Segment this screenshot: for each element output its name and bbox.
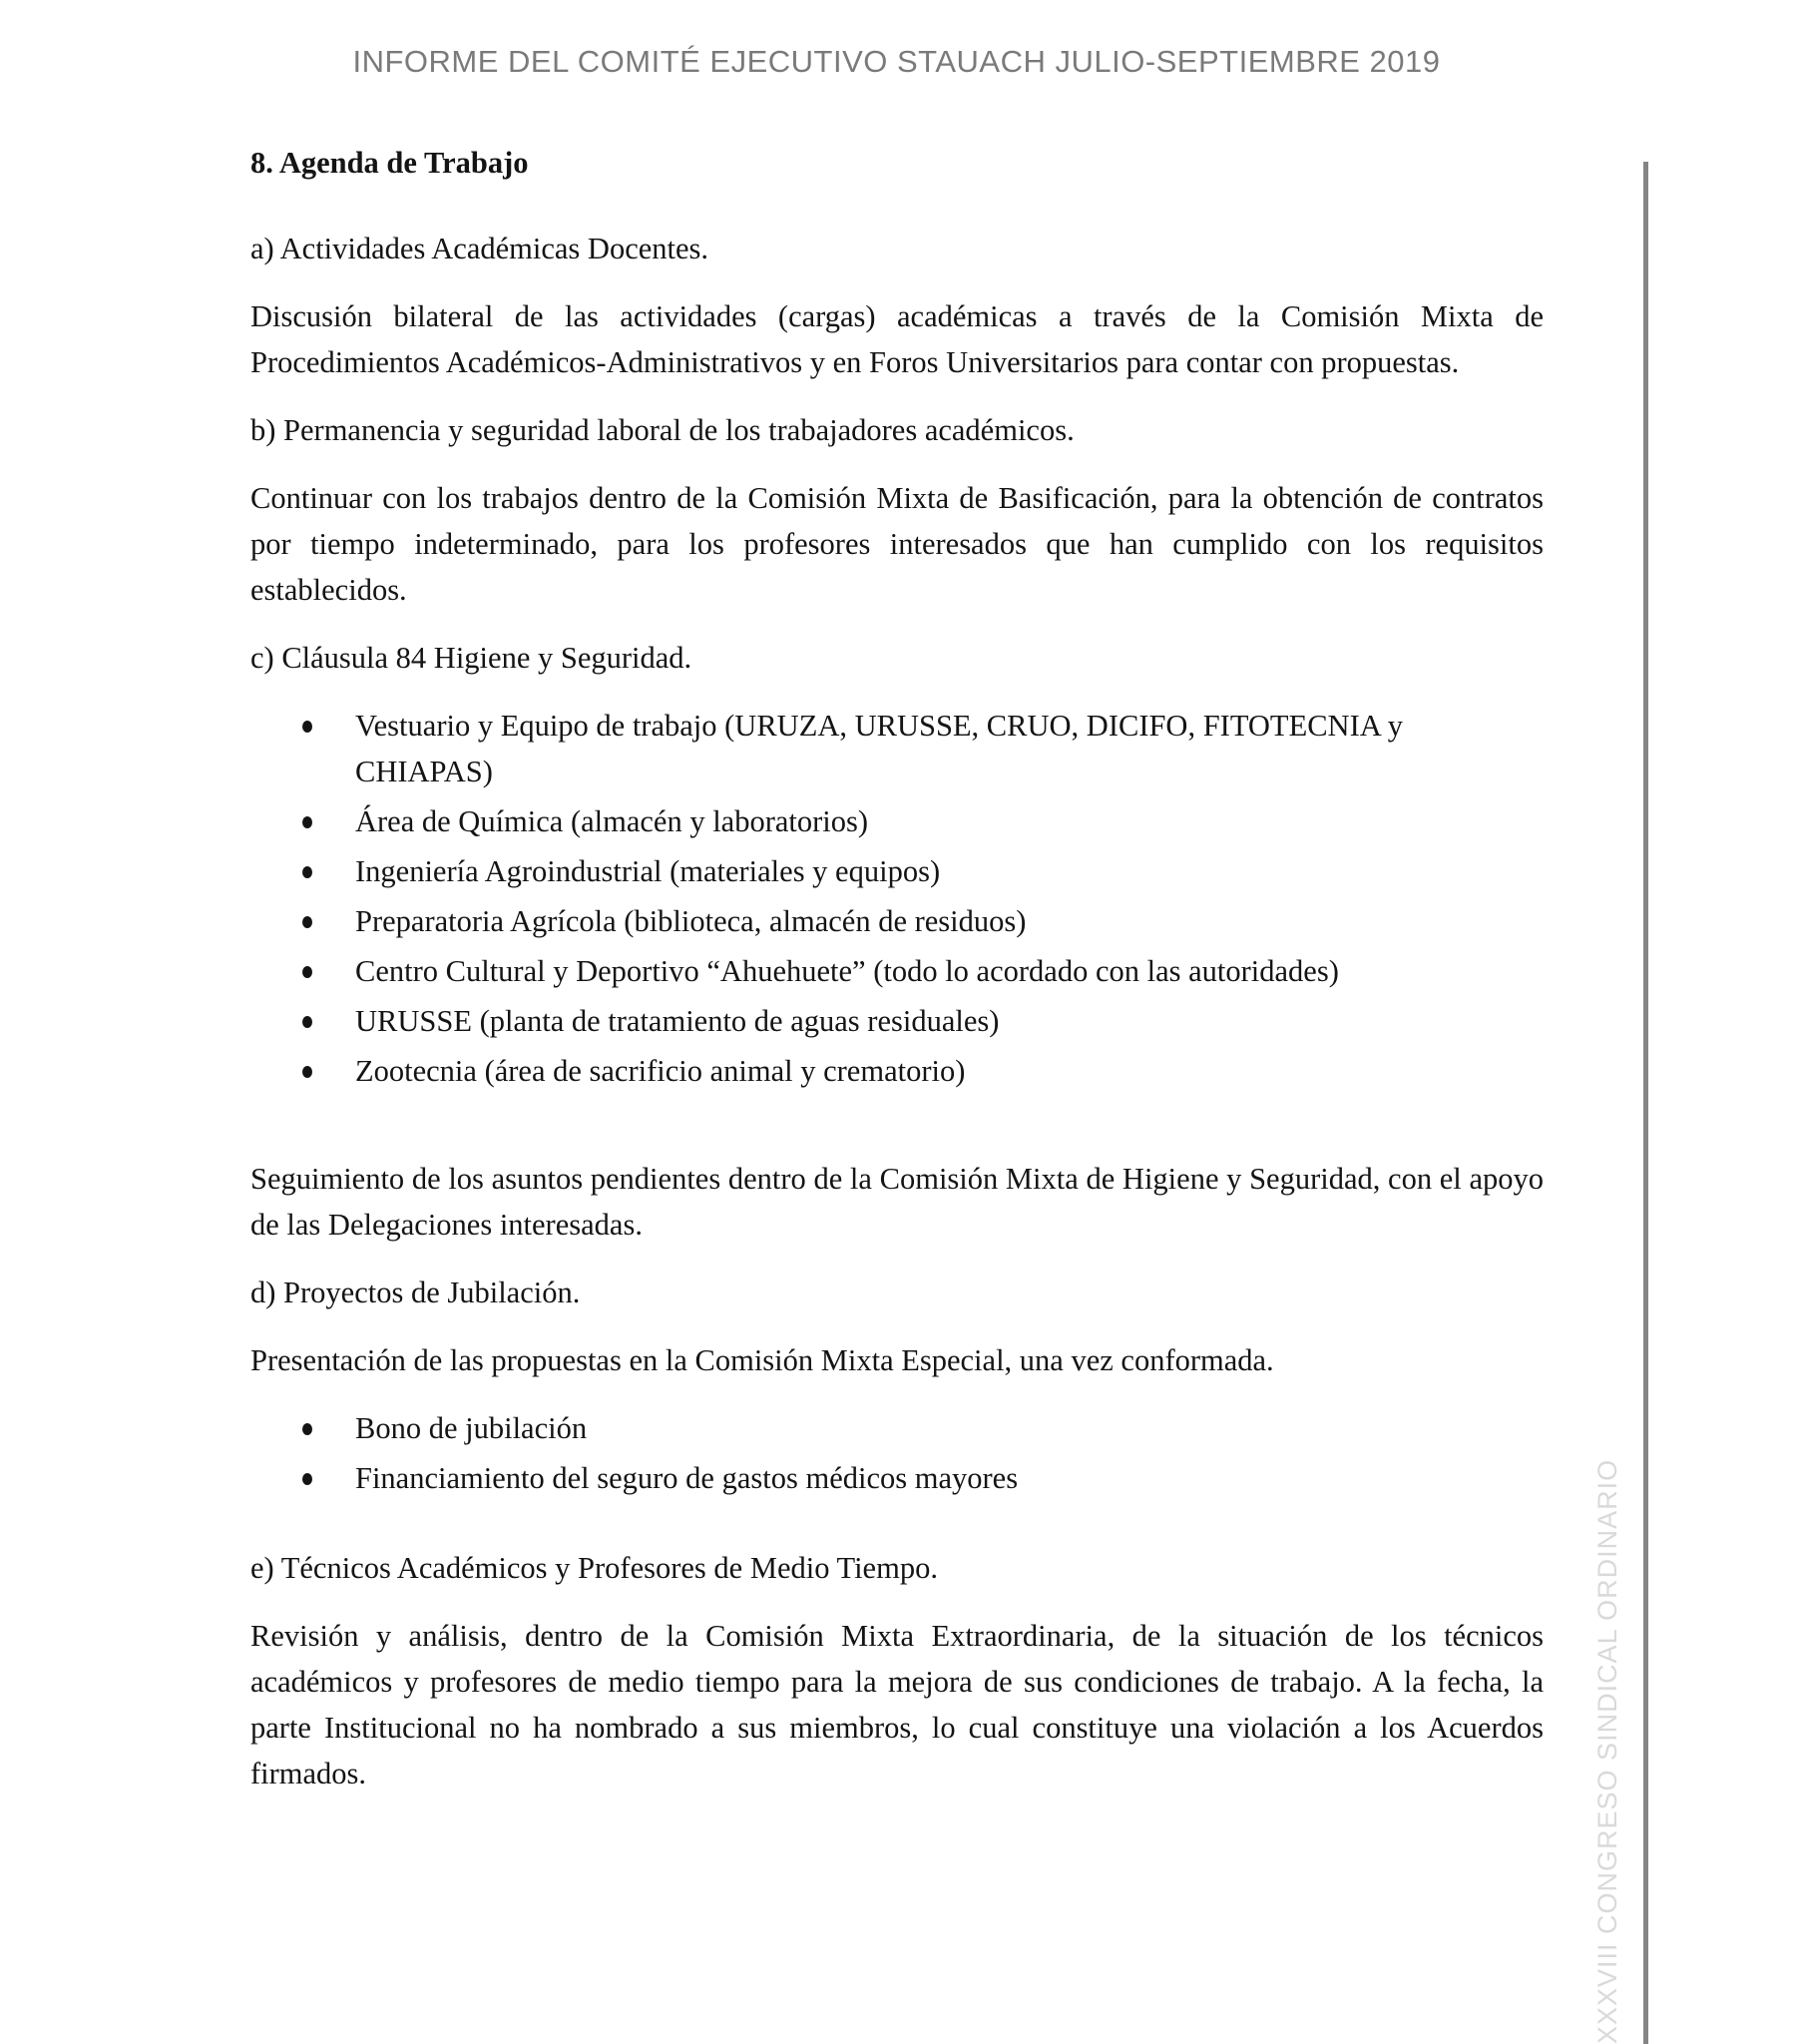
list-item: Ingeniería Agroindustrial (materiales y equipos) [250, 848, 1544, 894]
list-item: URUSSE (planta de tratamiento de aguas residuales) [250, 998, 1544, 1044]
list-item: Vestuario y Equipo de trabajo (URUZA, URUSSE, CRUO, DICIFO, FITOTECNIA y CHIAPAS) [250, 703, 1544, 794]
subsection-paragraph-c: Seguimiento de los asuntos pendientes dentro de la Comisión Mixta de Higiene y Seguridad, con el apoyo de las Delegaciones interesadas. [250, 1162, 1544, 1242]
bullet-icon [302, 1423, 312, 1435]
list-item: Bono de jubilación [250, 1405, 1544, 1451]
list-item: Preparatoria Agrícola (biblioteca, almacén de residuos) [250, 898, 1544, 944]
bullet-icon [302, 866, 312, 878]
bullet-list-d [250, 1405, 1544, 1501]
bullet-icon [302, 966, 312, 978]
subsection-heading-e: e) Técnicos Académicos y Profesores de Medio Tiempo. [250, 1551, 938, 1585]
subsection-heading-a: a) Actividades Académicas Docentes. [250, 232, 709, 265]
section-title: 8. Agenda de Trabajo [250, 146, 529, 180]
bullet-icon [302, 1473, 312, 1485]
list-item: Centro Cultural y Deportivo “Ahuehuete” (todo lo acordado con las autoridades) [250, 948, 1544, 994]
document-body [250, 140, 1544, 1818]
bullet-icon [302, 1066, 312, 1078]
subsection-heading-d: d) Proyectos de Jubilación. [250, 1276, 581, 1309]
side-rule-divider [1643, 162, 1648, 2044]
bullet-list-c [250, 703, 1544, 1094]
bullet-icon [302, 721, 312, 733]
list-item: Financiamiento del seguro de gastos médicos mayores [250, 1455, 1544, 1501]
list-item: Área de Química (almacén y laboratorios) [250, 798, 1544, 844]
subsection-paragraph-b: Continuar con los trabajos dentro de la Comisión Mixta de Basificación, para la obtención de contratos por tiempo indeterminado, para los profesores interesados que han cumplido con los requisitos establecidos. [250, 481, 1544, 607]
subsection-paragraph-a: Discusión bilateral de las actividades (cargas) académicas a través de la Comisión Mixta de Procedimientos Académicos-Administrativos y en Foros Universitarios para contar con propuestas. [250, 299, 1544, 379]
vertical-congress-label: XXXVIII CONGRESO SINDICAL ORDINARIO [1592, 1458, 1622, 2044]
subsection-paragraph-d: Presentación de las propuestas en la Comisión Mixta Especial, una vez conformada. [250, 1343, 1274, 1377]
subsection-heading-c: c) Cláusula 84 Higiene y Seguridad. [250, 641, 692, 675]
list-item: Zootecnia (área de sacrificio animal y crematorio) [250, 1048, 1544, 1094]
subsection-paragraph-e: Revisión y análisis, dentro de la Comisión Mixta Extraordinaria, de la situación de los técnicos académicos y profesores de medio tiempo para la mejora de sus condiciones de trabajo. A la fecha, la parte Institucional no ha nombrado a sus miembros, lo cual constituye una violación a los Acuerdos firmados. [250, 1619, 1544, 1790]
bullet-icon [302, 816, 312, 828]
page-header: INFORME DEL COMITÉ EJECUTIVO STAUACH JULIO-SEPTIEMBRE 2019 [352, 44, 1441, 79]
bullet-icon [302, 1016, 312, 1028]
subsection-heading-b: b) Permanencia y seguridad laboral de los trabajadores académicos. [250, 413, 1075, 447]
bullet-icon [302, 916, 312, 928]
